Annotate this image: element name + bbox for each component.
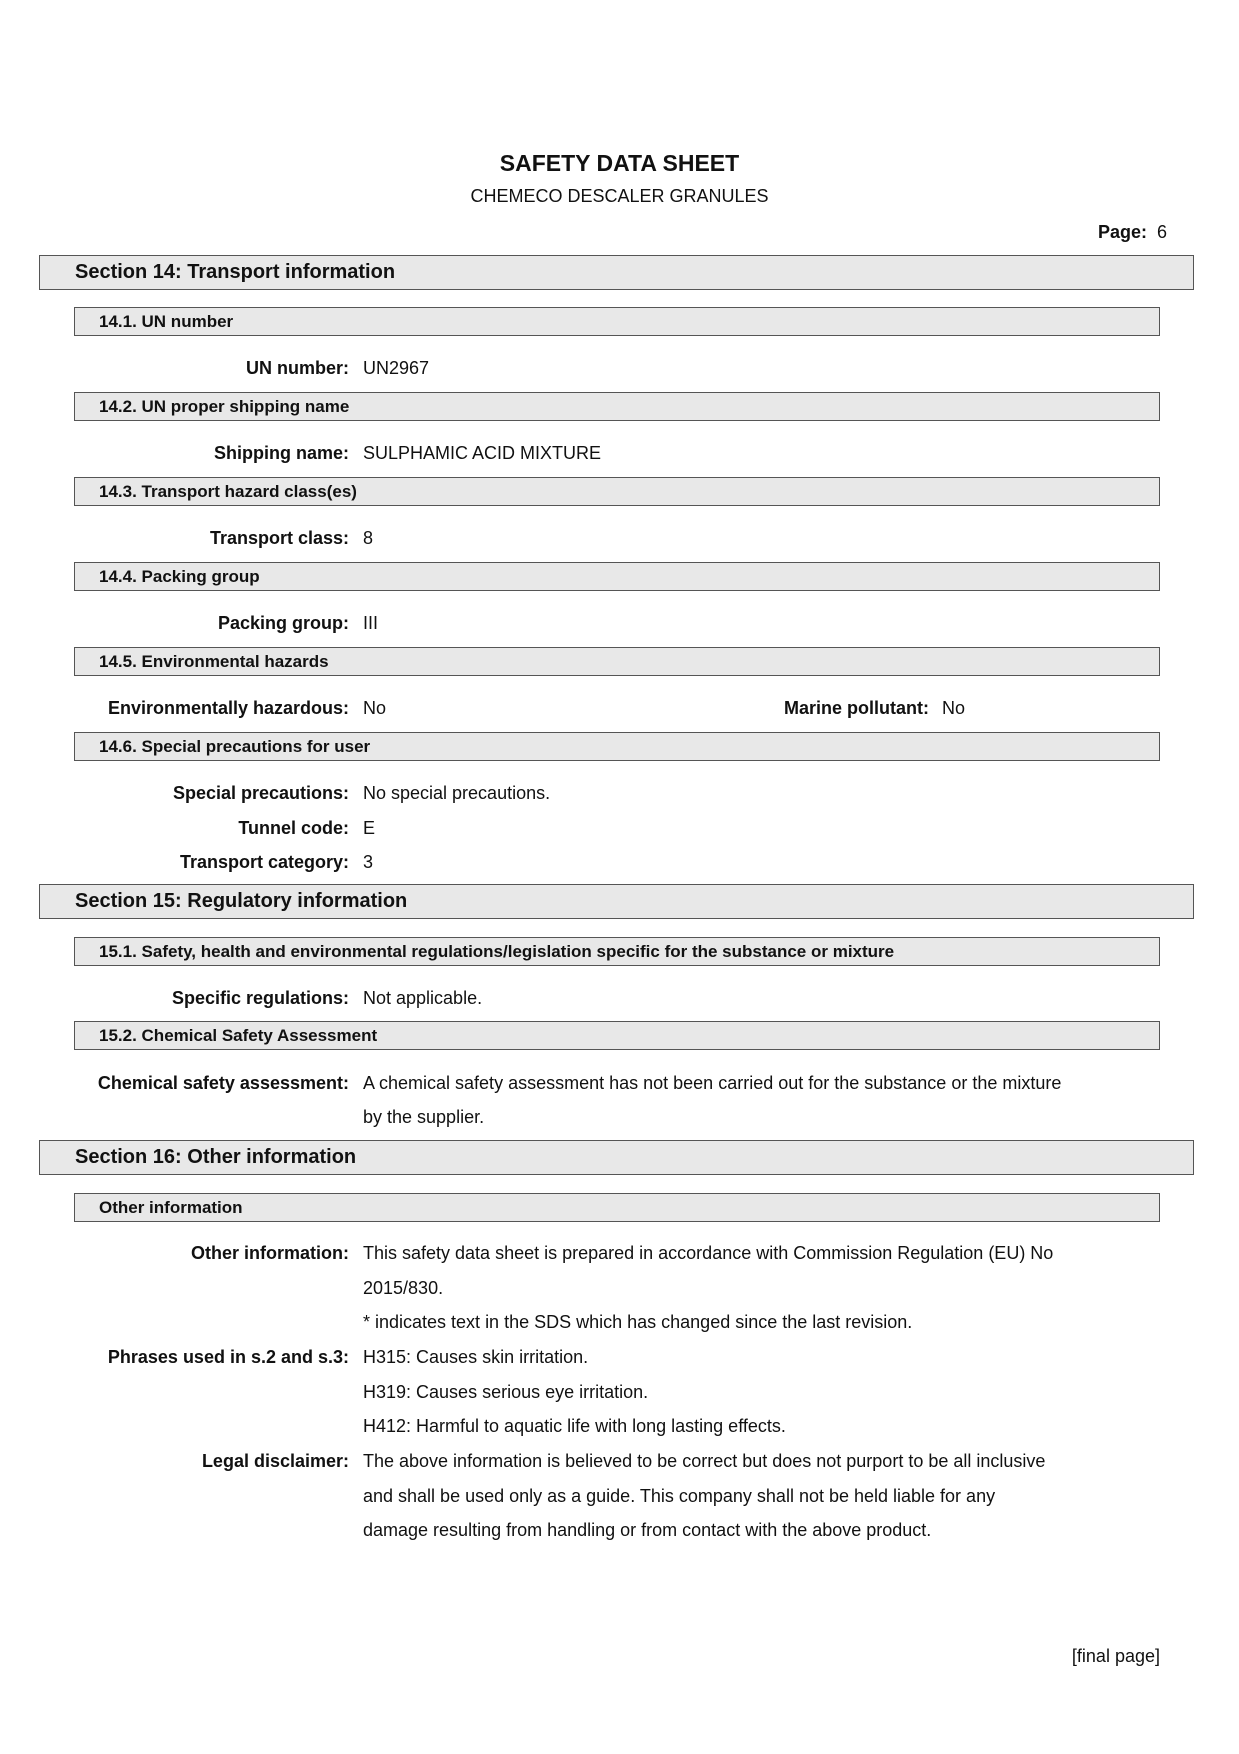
subsection-14-1-header: 14.1. UN number (74, 307, 1160, 336)
env-hazardous-value: No (363, 698, 387, 718)
subsection-14-5-header: 14.5. Environmental hazards (74, 647, 1160, 676)
subsection-15-2-header: 15.2. Chemical Safety Assessment (74, 1021, 1160, 1050)
environmental-hazards-row (0, 693, 1239, 723)
phrases-row (0, 1342, 1239, 1372)
special-precautions-label: Special precautions: (172, 783, 349, 803)
subsection-14-4-header: 14.4. Packing group (74, 562, 1160, 591)
other-information-line: This safety data sheet is prepared in accordance with Commission Regulation (EU) No (363, 1243, 1054, 1263)
phrase-item: H315: Causes skin irritation. (363, 1347, 589, 1367)
shipping-name-row (0, 438, 1239, 468)
phrase-item: H412: Harmful to aquatic life with long lasting effects. (363, 1416, 786, 1436)
other-information-row (0, 1238, 1239, 1268)
specific-regulations-row (0, 983, 1239, 1013)
env-hazardous-label: Environmentally hazardous: (107, 698, 349, 718)
legal-disclaimer-line: damage resulting from handling or from contact with the above product. (363, 1520, 932, 1540)
chemical-safety-row-cont (0, 1102, 1239, 1132)
packing-group-label: Packing group: (217, 613, 349, 633)
document-title: SAFETY DATA SHEET (499, 150, 740, 176)
chemical-safety-label: Chemical safety assessment: (97, 1073, 349, 1093)
chemical-safety-line: by the supplier. (363, 1107, 485, 1127)
legal-disclaimer-row-cont (0, 1515, 1239, 1545)
tunnel-code-label: Tunnel code: (238, 818, 349, 838)
shipping-name-label: Shipping name: (214, 443, 349, 463)
specific-regulations-label: Specific regulations: (171, 988, 349, 1008)
marine-pollutant-label: Marine pollutant: (784, 698, 929, 718)
other-information-label: Other information: (191, 1243, 349, 1263)
chemical-safety-line: A chemical safety assessment has not been carried out for the substance or the mixture (363, 1073, 1062, 1093)
un-number-row (0, 353, 1239, 383)
phrases-row-cont (0, 1411, 1239, 1441)
phrases-row-cont (0, 1377, 1239, 1407)
subsection-14-3-header: 14.3. Transport hazard class(es) (74, 477, 1160, 506)
shipping-name-value: SULPHAMIC ACID MIXTURE (363, 443, 602, 463)
section-15-header: Section 15: Regulatory information (39, 884, 1194, 919)
section-14-header: Section 14: Transport information (39, 255, 1194, 290)
un-number-label: UN number: (246, 358, 349, 378)
packing-group-value: III (363, 613, 379, 633)
un-number-value: UN2967 (363, 358, 430, 378)
section-16-header: Section 16: Other information (39, 1140, 1194, 1175)
specific-regulations-value: Not applicable. (363, 988, 483, 1008)
phrase-item: H319: Causes serious eye irritation. (363, 1382, 649, 1402)
special-precautions-value: No special precautions. (363, 783, 551, 803)
other-information-line: 2015/830. (363, 1278, 444, 1298)
subsection-14-6-header: 14.6. Special precautions for user (74, 732, 1160, 761)
packing-group-row (0, 608, 1239, 638)
legal-disclaimer-row (0, 1446, 1239, 1476)
transport-category-row (0, 847, 1239, 877)
other-information-row-cont (0, 1273, 1239, 1303)
special-precautions-row (0, 778, 1239, 808)
tunnel-code-row (0, 813, 1239, 843)
subsection-15-1-header: 15.1. Safety, health and environmental regulations/legislation specific for the substance or mixture (74, 937, 1160, 966)
transport-category-label: Transport category: (179, 852, 349, 872)
page-label: Page: (1097, 222, 1147, 242)
marine-pollutant-value: No (942, 698, 966, 718)
legal-disclaimer-line: The above information is believed to be correct but does not purport to be all inclusive (363, 1451, 1046, 1471)
legal-disclaimer-row-cont (0, 1481, 1239, 1511)
legal-disclaimer-line: and shall be used only as a guide. This company shall not be held liable for any (363, 1486, 996, 1506)
page-number: 6 (1156, 222, 1167, 242)
page-indicator (1098, 222, 1167, 243)
phrases-label: Phrases used in s.2 and s.3: (107, 1347, 349, 1367)
product-name: CHEMECO DESCALER GRANULES (470, 186, 769, 206)
transport-category-value: 3 (363, 852, 374, 872)
chemical-safety-row (0, 1068, 1239, 1098)
tunnel-code-value: E (363, 818, 376, 838)
other-information-line: * indicates text in the SDS which has changed since the last revision. (363, 1312, 913, 1332)
transport-class-label: Transport class: (209, 528, 349, 548)
transport-class-row (0, 523, 1239, 553)
other-information-row-cont (0, 1307, 1239, 1337)
legal-disclaimer-label: Legal disclaimer: (201, 1451, 349, 1471)
subsection-other-info-header: Other information (74, 1193, 1160, 1222)
final-page-marker: [final page] (1071, 1646, 1160, 1666)
subsection-14-2-header: 14.2. UN proper shipping name (74, 392, 1160, 421)
transport-class-value: 8 (363, 528, 374, 548)
